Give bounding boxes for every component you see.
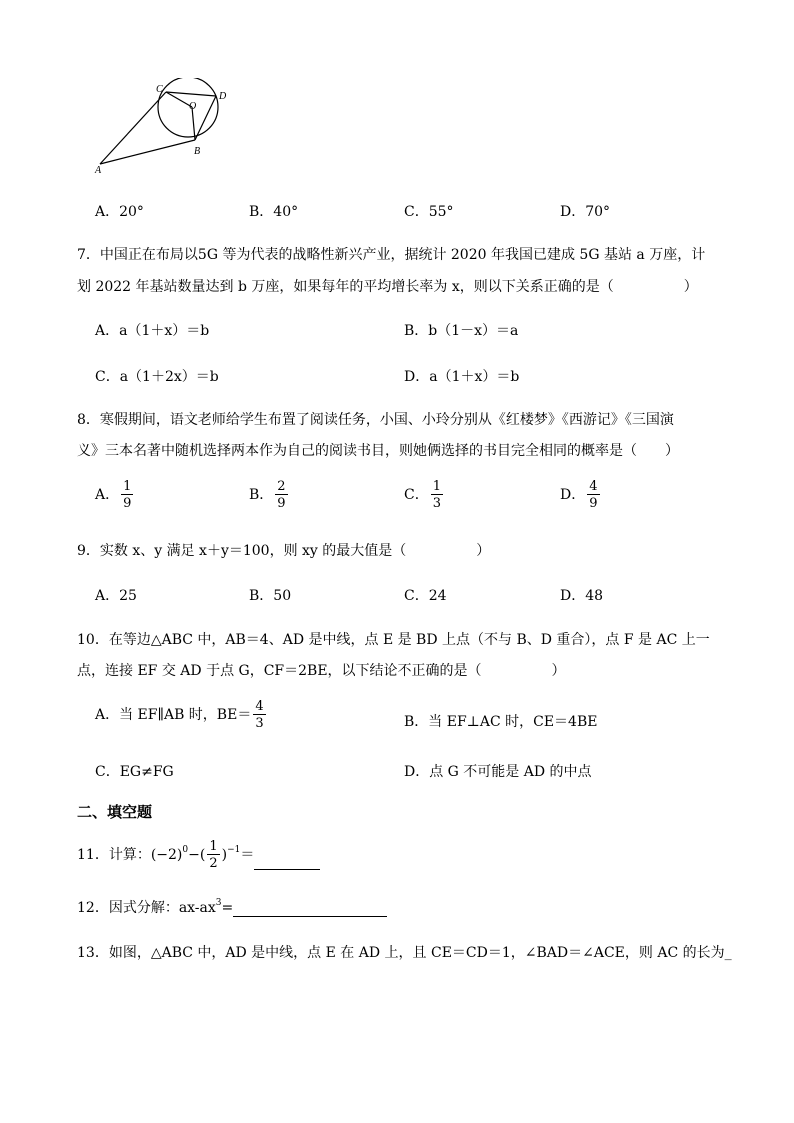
q6-option-c: C．55° [404,204,454,220]
geometry-figure [88,78,238,178]
q9-option-d: D．48 [560,588,604,604]
q7-stem-line1: 7．中国正在布局以5G 等为代表的战略性新兴产业，据统计 2020 年我国已建成 5G 基站 a 万座，计 [77,247,706,263]
q7-option-c: C．a（1＋2x）＝b [95,369,219,385]
q10-option-d: D．点 G 不可能是 AD 的中点 [404,764,592,780]
fraction-numerator: 1 [432,479,441,494]
q6-option-d: D．70° [560,204,611,220]
q10-option-c: C．EG≠FG [95,764,174,780]
label-o: O [189,101,197,112]
q12-prefix: 12．因式分解：ax-ax [77,900,216,916]
label-d: D [219,91,227,102]
fraction-numerator: 4 [255,699,264,714]
fraction-denominator: 9 [123,496,132,511]
q9-option-b: B．50 [249,588,292,604]
fraction-numerator: 1 [209,839,218,854]
label-a: A [95,165,102,176]
q13-stem: 13．如图，△ABC 中，AD 是中线，点 E 在 AD 上，且 CE＝CD＝1，∠BAD＝∠ACE，则 AC 的长为_ [77,945,732,961]
q8-option-a [95,480,135,510]
q6-option-b: B．40° [249,204,299,220]
fraction-denominator: 9 [589,496,598,511]
q7-option-d: D．a（1＋x）＝b [404,369,520,385]
q12-equals: = [221,900,234,916]
line-ac [100,92,166,164]
q12-exp: 3 [215,898,222,908]
q10-stem-line2: 点，连接 EF 交 AD 于点 G，CF＝2BE，以下结论不正确的是（ ） [77,663,566,679]
q8-option-b-fraction [275,480,287,510]
fraction-numerator: 4 [589,479,598,494]
q8-stem-line1: 8．寒假期间，语文老师给学生布置了阅读任务，小国、小玲分别从《红楼梦》《西游记》《三国演 [77,412,674,428]
q11-minus: −( [188,847,206,863]
fraction-denominator: 2 [209,856,218,871]
q12-answer-blank[interactable] [233,902,387,917]
q8-option-c-fraction [431,480,443,510]
q8-option-c-prefix: C． [404,487,429,503]
line-cd [166,92,216,96]
section-title: 二、填空题 [77,803,153,821]
label-c: C [156,84,163,95]
fraction-numerator: 1 [123,479,132,494]
q10-stem-line1: 10．在等边△ABC 中，AB＝4、AD 是中线，点 E 是 BD 上点（不与 B、D 重合），点 F 是 AC 上一 [77,632,710,648]
circle-shape [158,78,218,137]
q8-option-d [560,480,602,510]
q8-option-d-fraction [587,480,599,510]
q11-prefix: 11．计算： [77,847,151,863]
q8-option-b-prefix: B． [249,487,274,503]
q8-option-c [404,480,445,510]
line-ab [100,140,195,164]
q12-line [77,897,387,917]
q8-stem-line2: 义》三本名著中随机选择两本作为自己的阅读书目，则她俩选择的书目完全相同的概率是（ ） [77,443,679,459]
q8-option-a-fraction [121,480,133,510]
q8-option-a-prefix: A． [95,487,120,503]
q6-option-a: A．20° [95,204,144,220]
q8-option-d-prefix: D． [560,487,586,503]
q9-stem: 9．实数 x、y 满足 x＋y＝100，则 xy 的最大值是（ ） [77,543,491,559]
q11-close: ) [221,847,228,863]
fraction-denominator: 3 [432,496,441,511]
q9-option-c: C．24 [404,588,447,604]
q11-answer-blank[interactable] [254,855,320,870]
q11-equals: ＝ [240,847,255,863]
q11-expr-a: (−2) [150,847,183,863]
fraction-denominator: 3 [255,716,264,731]
q10-option-a-fraction [253,700,265,730]
q8-option-b [249,480,290,510]
q7-option-b: B．b（1－x）＝a [404,323,519,339]
q7-stem-line2: 划 2022 年基站数量达到 b 万座，如果每年的平均增长率为 x，则以下关系正确的是（ ） [77,279,698,295]
fraction-denominator: 9 [277,496,286,511]
line-db [195,96,216,140]
q7-option-a: A．a（1＋x）＝b [95,323,210,339]
q10-option-b: B．当 EF⊥AC 时，CE＝4BE [404,714,598,730]
q10-option-a-text: A．当 EF∥AB 时，BE＝ [95,707,252,723]
fraction-numerator: 2 [277,479,286,494]
q11-fraction [207,840,219,870]
q10-option-a [95,700,268,730]
q11-exp-b: −1 [227,845,241,855]
q9-option-a: A．25 [95,588,137,604]
label-b: B [194,146,201,157]
q11-line [77,840,320,870]
q11-exp-a: 0 [182,845,189,855]
circle-tangent-diagram [88,78,238,178]
